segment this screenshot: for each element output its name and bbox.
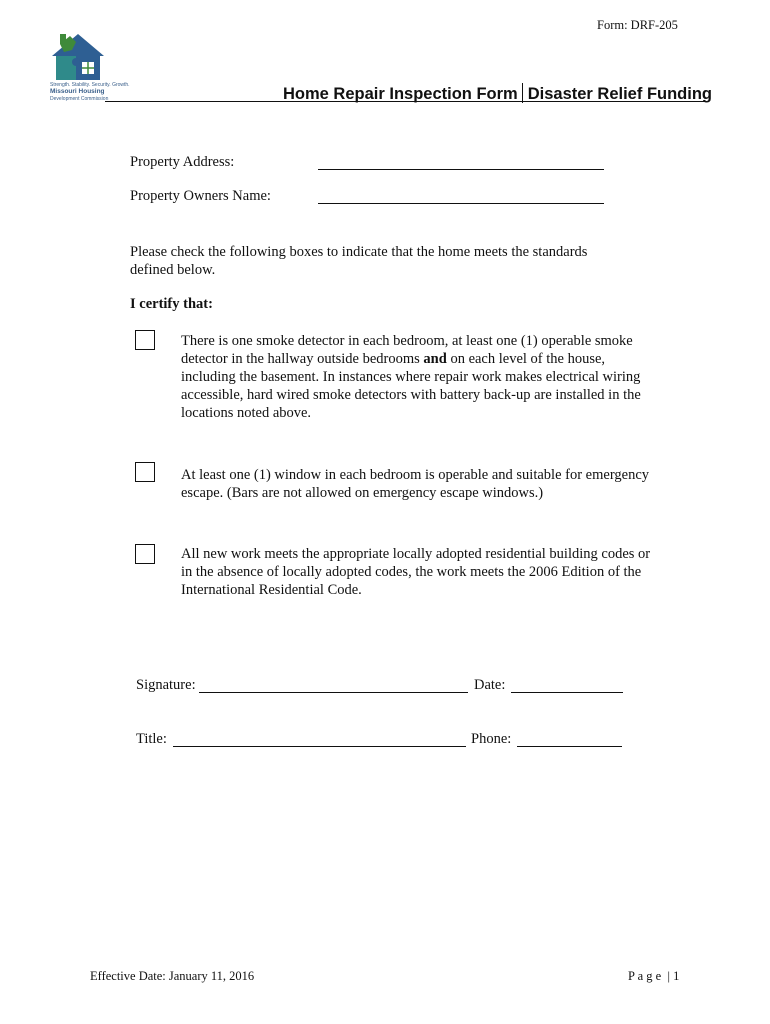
- date-label: Date:: [474, 677, 506, 693]
- item-smoke-detectors-text: [181, 332, 661, 422]
- property-address-field[interactable]: [318, 169, 604, 170]
- title-label: Title:: [136, 731, 167, 747]
- property-address-label: Property Address:: [130, 154, 235, 170]
- checkbox-smoke-detectors[interactable]: [135, 330, 155, 350]
- item-building-codes-text: All new work meets the appropriate locally adopted residential building codes or in the absence of locally adopted codes, the work meets the 2006 Edition of the International Residential Code.: [181, 546, 651, 598]
- item-smoke-detectors-text-part1: There is one smoke detector in each bedroom, at least one (1) operable smoke detector in the hallway outside bedrooms: [181, 333, 633, 367]
- instructions-text: Please check the following boxes to indicate that the home meets the standards defined below.: [130, 244, 588, 278]
- page-title: [283, 83, 712, 104]
- property-owners-name-label: Property Owners Name:: [130, 188, 271, 204]
- phone-label: Phone:: [471, 731, 512, 747]
- title-separator: [522, 83, 523, 103]
- signature-label: Signature:: [136, 677, 196, 693]
- certify-heading: I certify that:: [130, 296, 213, 312]
- title-program-name: Disaster Relief Funding: [527, 85, 712, 103]
- date-field[interactable]: [511, 692, 623, 693]
- item-smoke-detectors-emphasis: and: [423, 351, 447, 367]
- mhdc-logo: [50, 32, 130, 102]
- house-puzzle-logo-icon: [50, 32, 106, 82]
- phone-field[interactable]: [517, 746, 622, 747]
- page-number: P a g e | 1: [628, 969, 680, 983]
- checkbox-bedroom-window[interactable]: [135, 462, 155, 482]
- item-bedroom-window-text: At least one (1) window in each bedroom is operable and suitable for emergency escape. (Bars are not allowed on emergency escape windows.): [181, 467, 650, 501]
- effective-date: Effective Date: January 11, 2016: [90, 969, 255, 983]
- logo-name-line2: Development Commission: [50, 96, 109, 102]
- signature-field[interactable]: [199, 692, 468, 693]
- item-smoke-detectors-text-part2: on each level of the house, including the basement. In instances where repair work makes electrical wiring accessible, hard wired smoke detectors with battery back-up are installed in the locations noted above.: [181, 351, 641, 421]
- checkbox-building-codes[interactable]: [135, 544, 155, 564]
- logo-name-line1: Missouri Housing: [50, 88, 105, 95]
- title-form-name: Home Repair Inspection Form: [283, 85, 518, 103]
- form-number: Form: DRF-205: [597, 18, 678, 32]
- property-owners-name-field[interactable]: [318, 203, 604, 204]
- logo-tagline: Strength. Stability. Security. Growth.: [50, 82, 130, 88]
- title-field[interactable]: [173, 746, 466, 747]
